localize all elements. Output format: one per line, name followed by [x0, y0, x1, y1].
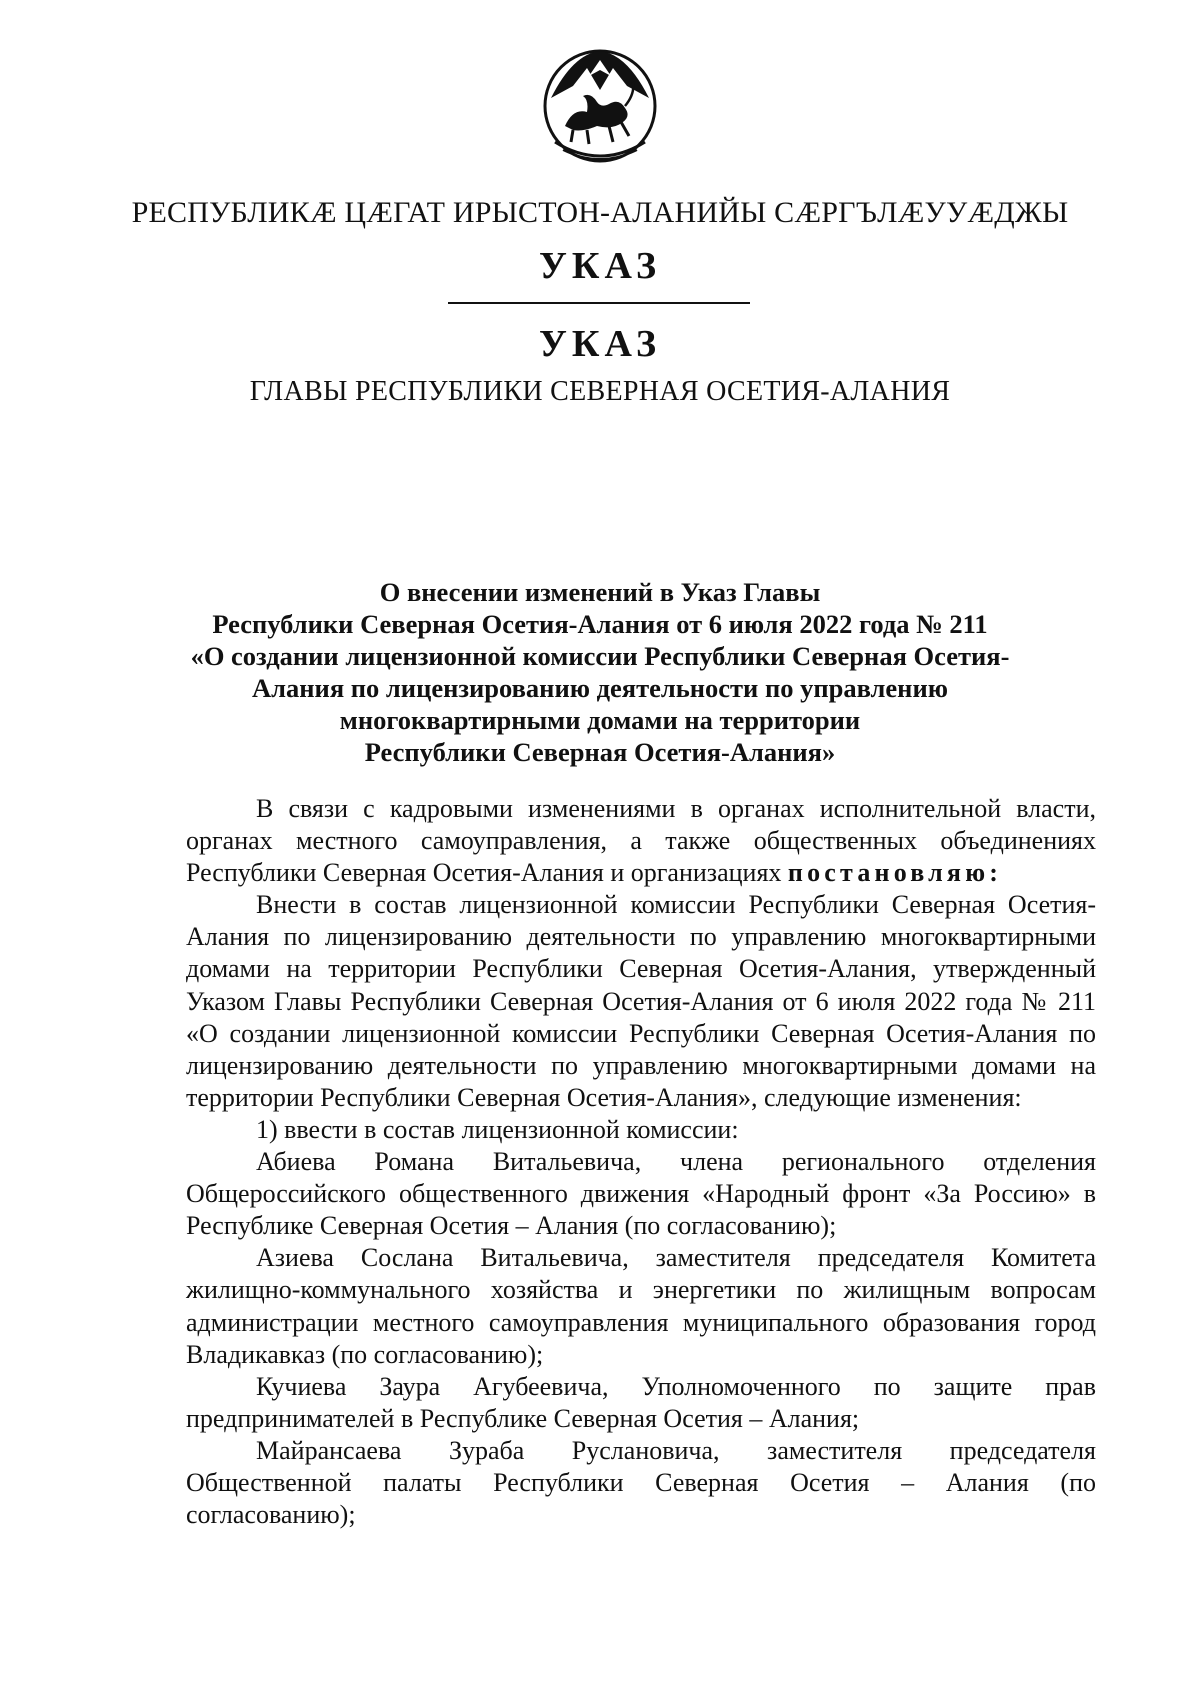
title-line: многоквартирными домами на территории [339, 705, 861, 735]
document-title [190, 576, 1010, 768]
title-line: О внесении изменений в Указ Главы [379, 577, 821, 607]
preamble-paragraph [186, 793, 1096, 889]
title-line: Республики Северная Осетия-Алания» [364, 737, 836, 767]
title-line: Республики Северная Осетия-Алания от 6 июля 2022 года № 211 [212, 609, 988, 639]
osetian-header-line: РЕСПУБЛИКӔ ЦӔГАТ ИРЫСТОН-АЛАНИЙЫ СӔРГЪЛӔУУӔДЖЫ [131, 196, 1069, 229]
header-divider [448, 302, 750, 304]
member-paragraph: Абиева Романа Витальевича, члена регионального отделения Общероссийского общественного движения «Народный фронт «За Россию» в Республике Северная Осетия – Алания (по согласованию); [186, 1147, 1096, 1241]
decree-word-osetian: УКАЗ [539, 245, 661, 287]
title-line: Алания по лицензированию деятельности по управлению [252, 673, 948, 703]
member-paragraph: Азиева Сослана Витальевича, заместителя председателя Комитета жилищно-коммунального хозяйства и энергетики по жилищным вопросам администрации местного самоуправления муниципального образования город Владикавказ (по согласованию); [186, 1243, 1096, 1369]
item-1-paragraph: 1) ввести в состав лицензионной комиссии: [256, 1114, 739, 1144]
coat-of-arms-icon [543, 46, 657, 166]
main-clause-paragraph: Внести в состав лицензионной комиссии Республики Северная Осетия-Алания по лицензированию деятельности по управлению многоквартирными домами на территории Республики Северная Осетия-Алания, утвержденный Указом Главы Республики Северная Осетия-Алания от 6 июля 2022 года № 211 «О создании лицензионной комиссии Республики Северная Осетия-Алания по лицензированию деятельности по управлению многоквартирными домами на территории Республики Северная Осетия-Алания», следующие изменения: [186, 890, 1096, 1112]
decree-word-russian: УКАЗ [539, 323, 661, 365]
preamble-text: В связи с кадровыми изменениями в органах исполнительной власти, органах местного самоуправления, а также общественных объединениях Республики Северная Осетия-Алания и организациях [186, 794, 1096, 888]
title-line: «О создании лицензионной комиссии Республики Северная Осетия- [190, 641, 1010, 671]
decree-verb: постановляю: [787, 858, 1003, 888]
member-paragraph: Майрансаева Зураба Руслановича, заместителя председателя Общественной палаты Республики Северная Осетия – Алания (по согласованию); [186, 1435, 1096, 1530]
member-paragraph: Кучиева Заура Агубеевича, Уполномоченного по защите прав предпринимателей в Республике Северная Осетия – Алания; [186, 1371, 1096, 1433]
russian-header-line: ГЛАВЫ РЕСПУБЛИКИ СЕВЕРНАЯ ОСЕТИЯ-АЛАНИЯ [249, 376, 951, 407]
document-body [186, 793, 1096, 1531]
